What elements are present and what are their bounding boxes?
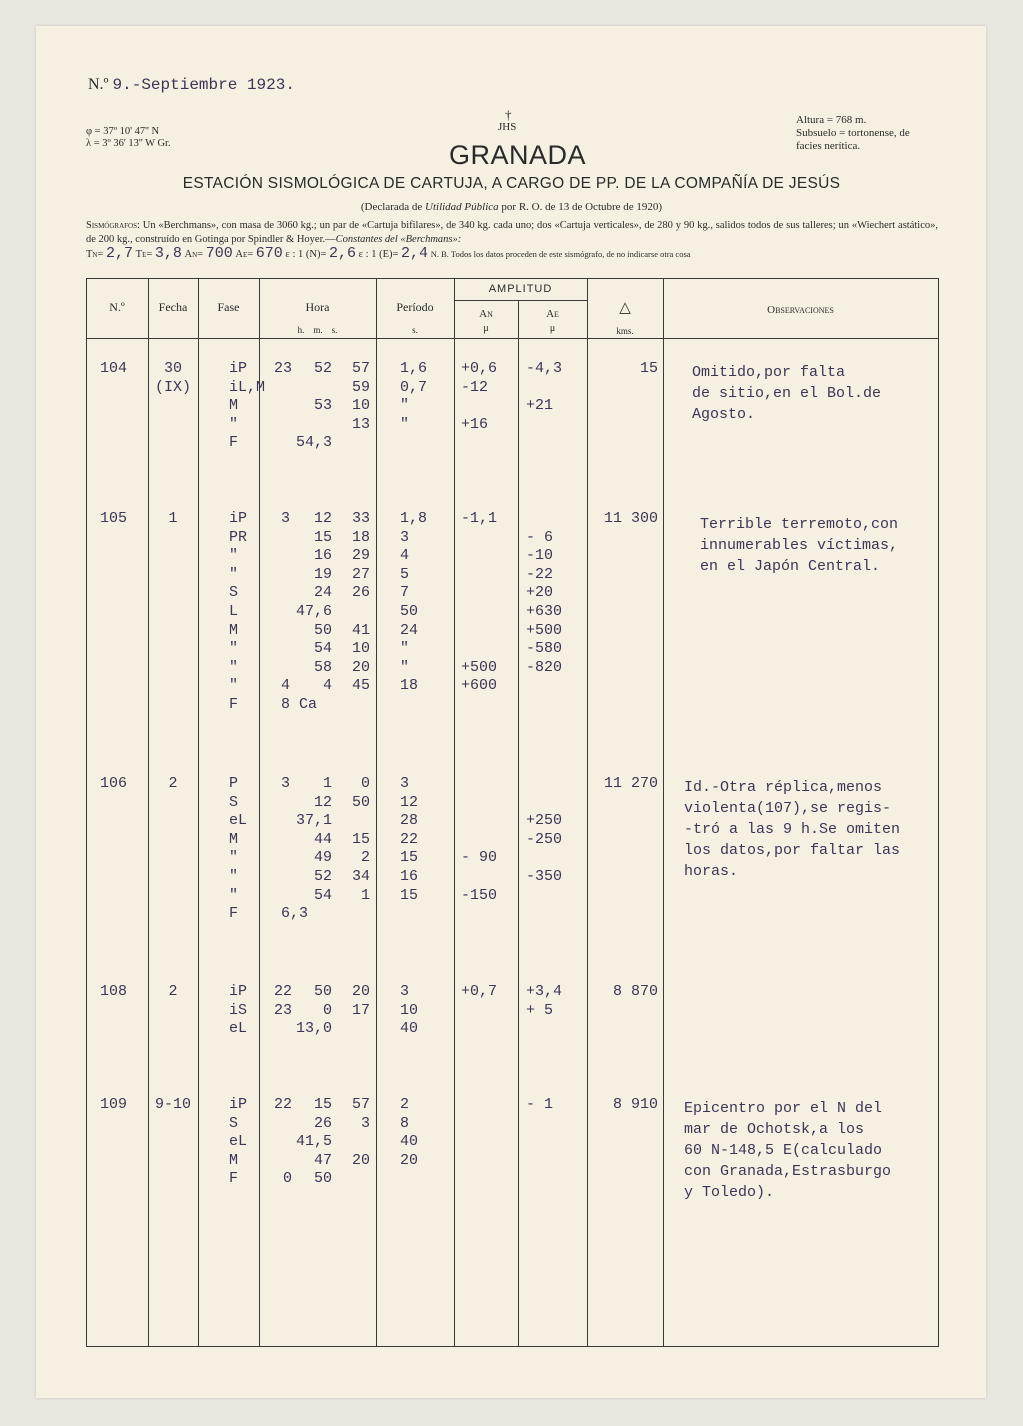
record-amplitude-n: +0,6 -12 +16 (461, 360, 498, 433)
station-name: ESTACIÓN SISMOLÓGICA DE CARTUJA, A CARGO DE PP. DE LA COMPAÑÍA DE JESÚS (182, 175, 841, 192)
record-number: 106 (100, 775, 128, 792)
record-number: 108 (100, 983, 128, 1000)
record-date: 2 (168, 775, 178, 792)
record-amplitude-e: - 6 -10 -22 +20 +630 +500 -580 -820 (526, 528, 563, 676)
latitude: φ = 37º 10' 47'' N (86, 126, 160, 137)
record-second: 20 17 (351, 983, 370, 1019)
declaration: (Declarada de Utilidad Pública por R. O. de 13 de Octubre de 1920) (360, 201, 663, 213)
header-divider (86, 338, 938, 339)
table-bottom-border (86, 1346, 938, 1347)
record-period: 3 10 40 (400, 983, 419, 1038)
record-amplitude-n: - 90 -150 (461, 849, 498, 904)
header-periodo-unit: s. (412, 325, 418, 335)
col-border (663, 278, 664, 1347)
record-hour: 22 0 (273, 1096, 292, 1188)
record-phase: iP S eL M F (229, 1096, 248, 1188)
header-hms: h. m. s. (297, 325, 338, 335)
record-minute: 12 15 16 19 24 47,6 50 54 58 4 (295, 510, 332, 695)
record-date: 1 (168, 510, 178, 527)
record-period: 1,6 0,7 " " (400, 360, 428, 433)
record-date: 30 (IX) (154, 360, 191, 396)
header-kms: kms. (616, 326, 634, 336)
col-border (376, 278, 377, 1347)
record-date: 2 (168, 983, 178, 1000)
issue-number: N.º 9.-Septiembre 1923. (88, 76, 295, 94)
record-distance: 8 910 (612, 1096, 658, 1113)
header-ae-unit: μ (549, 323, 556, 334)
header-hora: Hora (305, 300, 330, 314)
amplitude-divider (454, 300, 587, 301)
city-title: GRANADA (449, 140, 587, 170)
record-number: 105 (100, 510, 128, 527)
record-amplitude-e: +250 -250 -350 (526, 812, 563, 885)
record-second: 57 3 20 (351, 1096, 370, 1169)
header-ae: Ae (546, 308, 559, 320)
record-minute: 50 0 13,0 (295, 983, 332, 1038)
col-border (86, 278, 87, 1347)
ihs-monogram: JHS (498, 121, 517, 133)
record-distance: 11 300 (603, 510, 658, 527)
record-number: 104 (100, 360, 128, 377)
header-fase: Fase (217, 300, 240, 314)
seismic-records-table (86, 278, 938, 1347)
record-minute: 52 53 54,3 (295, 360, 332, 452)
header-periodo: Período (396, 300, 434, 314)
header-no: N.º (109, 300, 125, 314)
coordinates (86, 126, 171, 150)
record-distance: 15 (639, 360, 658, 377)
record-distance: 11 270 (603, 775, 658, 792)
record-hour: 23 (273, 360, 292, 377)
record-number: 109 (100, 1096, 128, 1113)
record-observation: Id.-Otra réplica,menos violenta(107),se regis- -tró a las 9 h.Se omiten los datos,por faltar las horas. (684, 779, 901, 880)
record-second: 33 18 29 27 26 41 10 20 45 (351, 510, 370, 695)
col-border (198, 278, 199, 1347)
record-second: 57 59 10 13 (351, 360, 370, 433)
header-an: An (479, 308, 493, 320)
instrument-constants: Tn= 2,7 Te= 3,8 An= 700 Ae= 670 ε : 1 (N)= 2,6 ε : 1 (E)= 2,4 N. B. Todos los datos proceden de este sismógrafo, de no indicarse otra cosa (86, 245, 691, 262)
record-phase: P S eL M " " " F (229, 775, 248, 923)
record-amplitude-e: +3,4 + 5 (526, 983, 563, 1019)
record-date: 9-10 (154, 1096, 191, 1113)
record-hour: 3 4 8 Ca (281, 510, 318, 713)
record-amplitude-n: -1,1 +500 +600 (461, 510, 498, 695)
record-amplitude-n: +0,7 (461, 983, 498, 1000)
record-observation: Terrible terremoto,con innumerables víctimas, en el Japón Central. (700, 516, 899, 575)
record-amplitude-e: - 1 (526, 1096, 554, 1113)
record-phase: iP iL,M M " F (229, 360, 266, 452)
altitude-info: Altura = 768 m. Subsuelo = tortonense, de facies nerítica. (796, 114, 910, 152)
col-border (148, 278, 149, 1347)
table-top-border (86, 278, 938, 279)
header-observaciones: Observaciones (767, 304, 834, 316)
record-period: 3 12 28 22 15 16 15 (400, 775, 419, 904)
record-minute: 15 26 41,5 47 50 (295, 1096, 332, 1188)
record-amplitude-e: -4,3 +21 (526, 360, 563, 415)
header-amplitud: AMPLITUD (488, 283, 553, 295)
cross-symbol: † (505, 107, 512, 122)
col-border (938, 278, 939, 1347)
record-hour: 22 23 (273, 983, 292, 1019)
issue-date: 9.-Septiembre 1923. (112, 76, 295, 94)
header-delta: △ (619, 300, 631, 316)
col-border (454, 278, 455, 1347)
record-period: 2 8 40 20 (400, 1096, 419, 1169)
header-fecha: Fecha (158, 300, 188, 314)
record-period: 1,8 3 4 5 7 50 24 " " 18 (400, 510, 428, 695)
header-an-unit: μ (483, 323, 489, 334)
record-observation: Omitido,por falta de sitio,en el Bol.de Agosto. (692, 364, 882, 423)
seismographs-description: Sismógrafos: Un «Berchmans», con masa de 3060 kg.; un par de «Cartuja bifilares», de 340 kg. cada uno; dos «Cartuja verticales», de 280 y 90 kg., salidos todos de sus talleres; un «Wiechert astático», de 200 kg., construído en Gotinga por Spindler & Hoyer.—Constantes del «Berchmans»: (86, 220, 938, 245)
record-phase: iP iS eL (229, 983, 248, 1038)
record-observation: Epicentro por el N del mar de Ochotsk,a los 60 N-148,5 E(calculado con Granada,Estrasburgo y Toledo). (684, 1100, 892, 1201)
record-minute: 1 12 37,1 44 49 52 54 (295, 775, 332, 904)
col-border (518, 300, 519, 1347)
record-distance: 8 870 (612, 983, 658, 1000)
record-second: 0 50 15 2 34 1 (351, 775, 370, 904)
longitude: λ = 3º 36' 13'' W Gr. (86, 138, 171, 149)
record-hour: 3 6,3 (281, 775, 309, 923)
record-phase: iP PR " " S L M " " " F (229, 510, 248, 713)
col-border (587, 278, 588, 1347)
